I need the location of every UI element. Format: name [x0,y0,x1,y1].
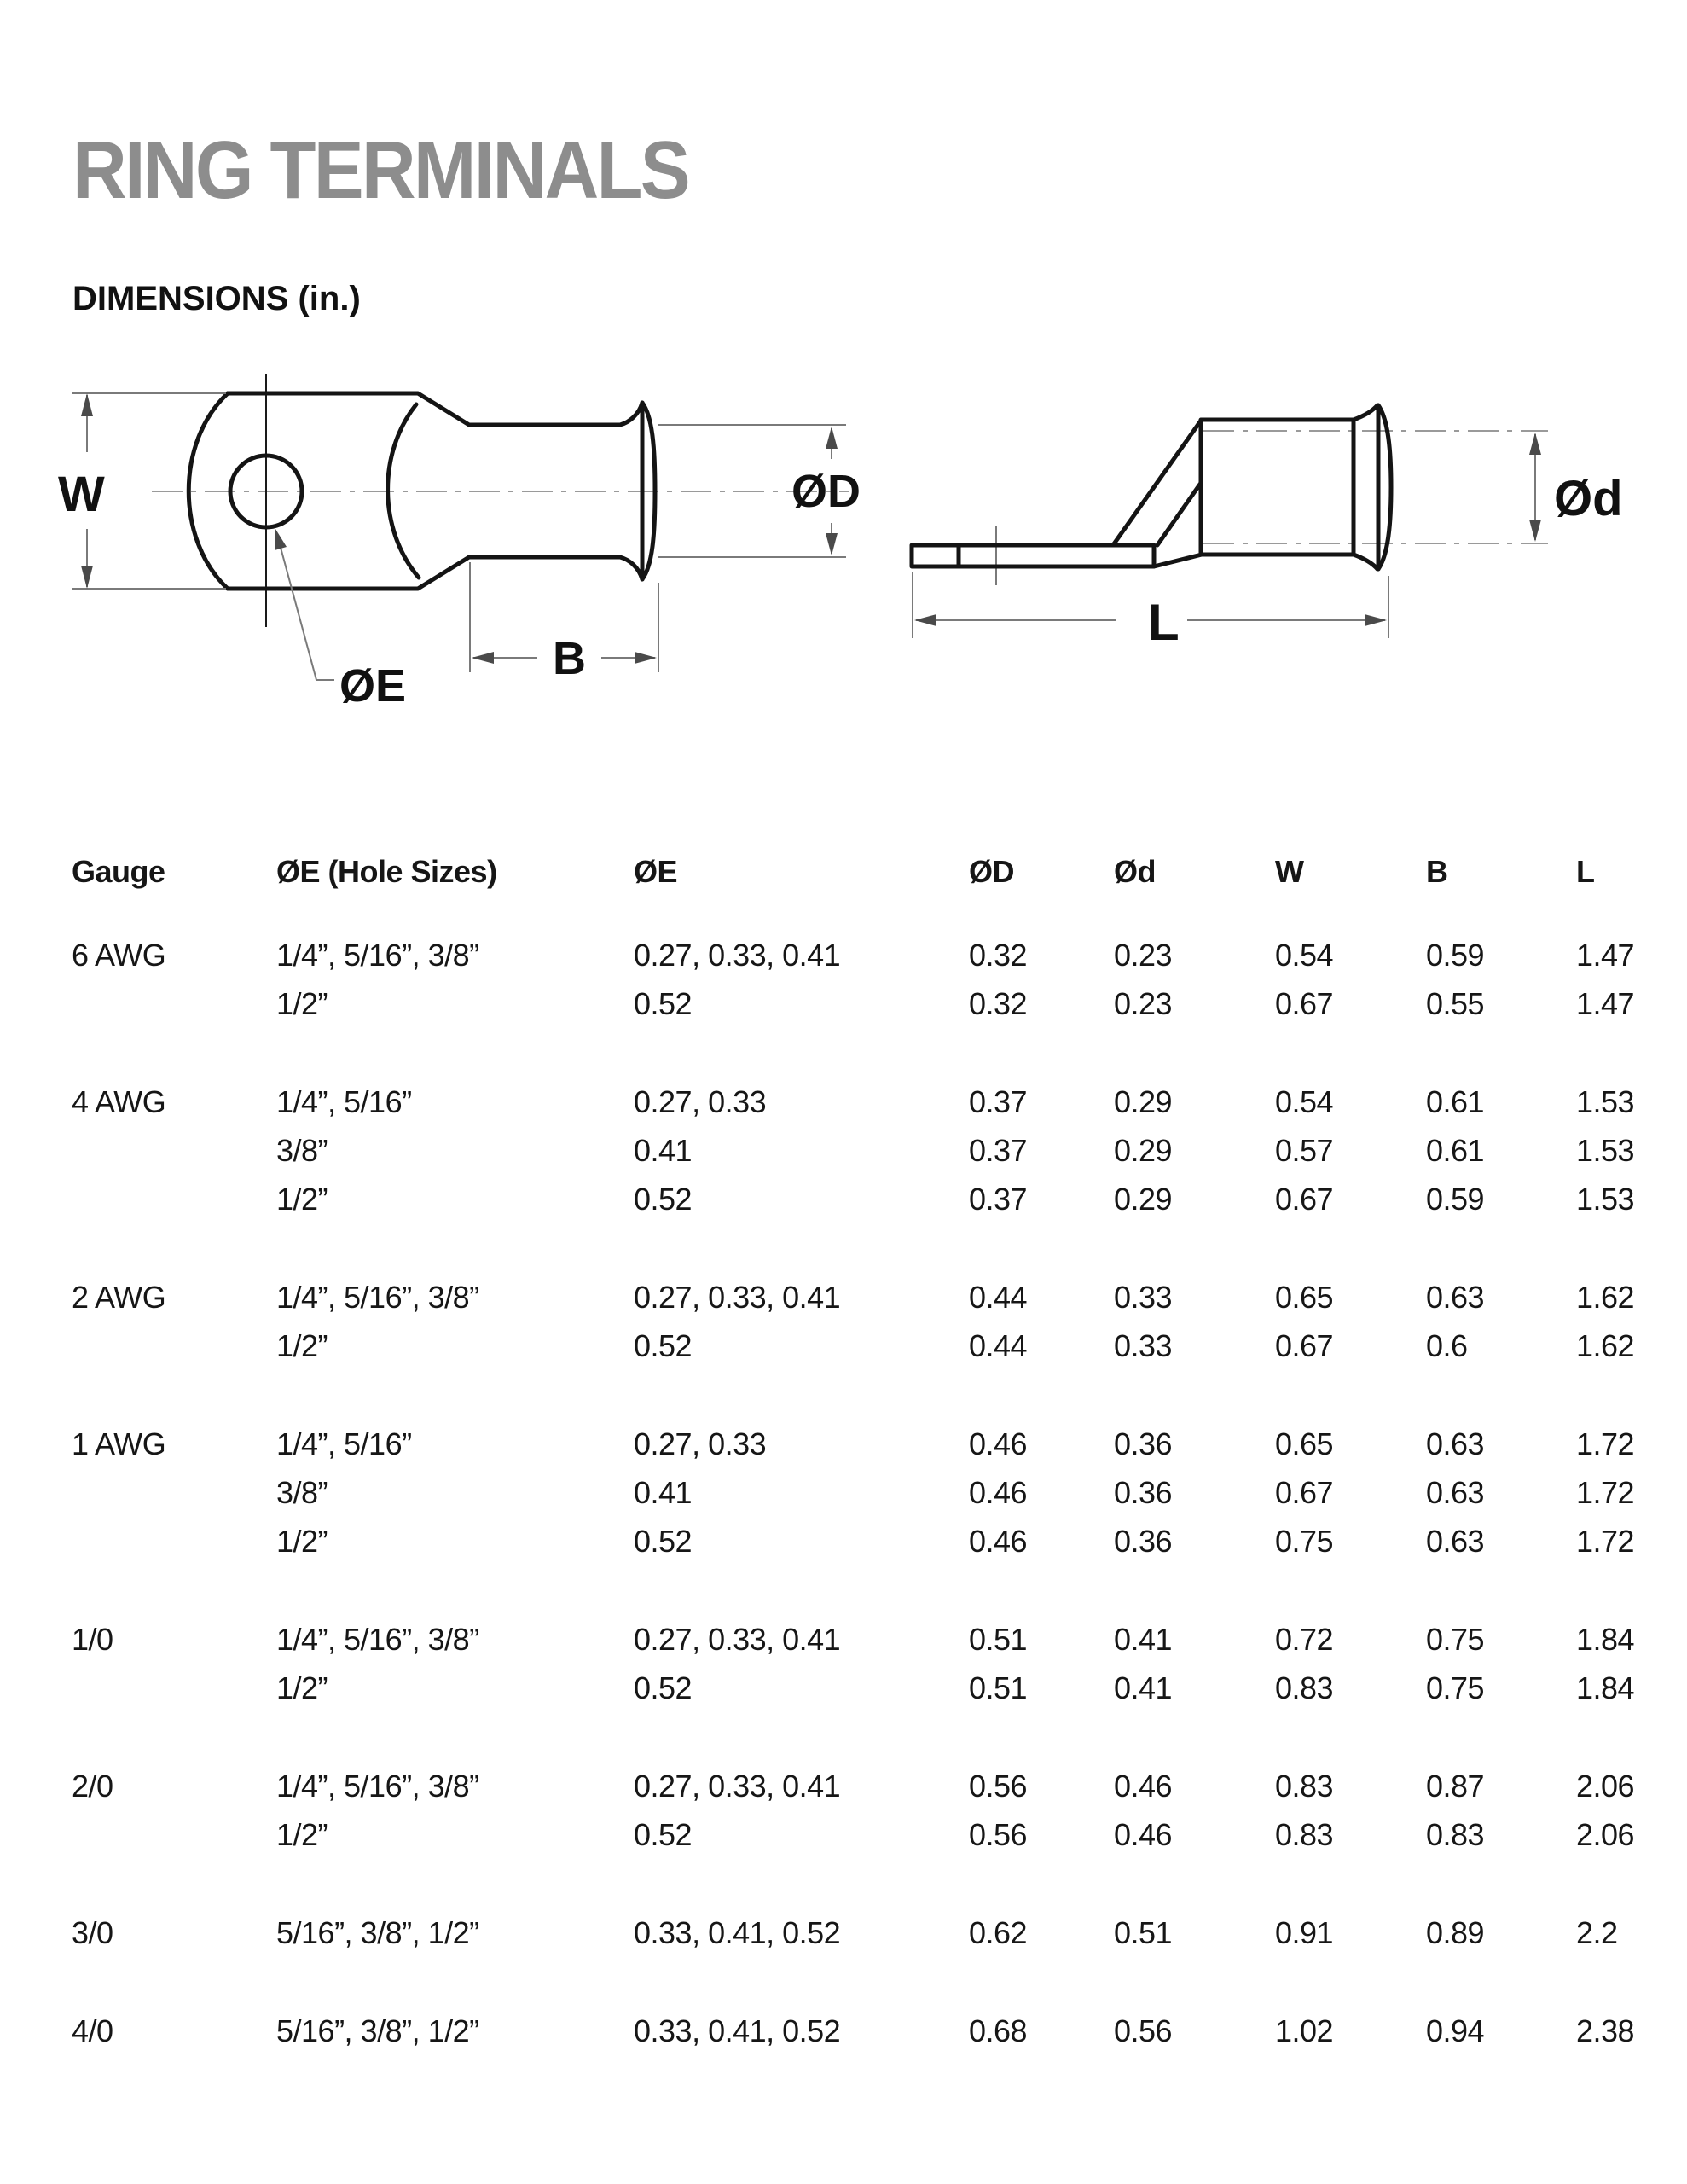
cell-oe: 0.52 [634,1328,693,1363]
cell-holes: 5/16”, 3/8”, 1/2” [276,1915,479,1950]
cell-oe: 0.27, 0.33, 0.41 [634,1769,841,1804]
cell-l: 2.06 [1576,1817,1635,1852]
cell-b: 0.6 [1426,1328,1468,1363]
table-row [72,1179,1667,1228]
cell-gauge: 2 AWG [72,1280,166,1315]
cell-d: 0.46 [1114,1769,1173,1804]
cell-d: 0.56 [1114,2013,1173,2048]
cell-w: 0.83 [1275,1670,1334,1705]
cell-b: 0.59 [1426,938,1485,973]
oe-label: ØE [339,660,407,712]
cell-holes: 1/2” [276,986,328,1021]
cell-holes: 1/2” [276,1182,328,1217]
cell-gauge: 4/0 [72,2013,113,2048]
cell-w: 0.67 [1275,986,1334,1021]
cell-od: 0.44 [969,1328,1028,1363]
cell-holes: 1/4”, 5/16”, 3/8” [276,938,479,973]
dimension-w [58,393,226,589]
cell-b: 0.75 [1426,1622,1485,1657]
cell-od: 0.68 [969,2013,1028,2048]
cell-b: 0.63 [1426,1426,1485,1461]
cell-w: 0.54 [1275,1084,1334,1119]
header-l: L [1576,854,1595,889]
cell-gauge: 2/0 [72,1769,113,1804]
cell-holes: 1/2” [276,1817,328,1852]
cell-w: 0.75 [1275,1524,1334,1559]
cell-oe: 0.52 [634,1817,693,1852]
cell-l: 1.62 [1576,1280,1635,1315]
cell-w: 0.65 [1275,1426,1334,1461]
cell-w: 0.67 [1275,1328,1334,1363]
cell-d: 0.41 [1114,1622,1173,1657]
cell-d: 0.29 [1114,1133,1173,1168]
cell-d: 0.36 [1114,1524,1173,1559]
header-w: W [1275,854,1304,889]
cell-oe: 0.27, 0.33, 0.41 [634,938,841,973]
cell-holes: 1/4”, 5/16” [276,1426,412,1461]
table-row [72,1424,1667,1472]
cell-l: 1.47 [1576,986,1635,1021]
cell-l: 1.84 [1576,1670,1635,1705]
tongue [912,545,1154,566]
cell-od: 0.56 [969,1769,1028,1804]
cell-oe: 0.27, 0.33 [634,1426,767,1461]
cell-gauge: 3/0 [72,1915,113,1950]
table-row [72,1619,1667,1668]
section-heading: DIMENSIONS (in.) [72,280,361,317]
cell-od: 0.51 [969,1622,1028,1657]
cell-w: 0.65 [1275,1280,1334,1315]
header-oe: ØE [634,854,678,889]
header-d: Ød [1114,854,1156,889]
cell-l: 1.72 [1576,1426,1635,1461]
cell-b: 0.89 [1426,1915,1485,1950]
cell-oe: 0.27, 0.33, 0.41 [634,1280,841,1315]
cell-oe: 0.41 [634,1475,693,1510]
cell-l: 1.47 [1576,938,1635,973]
cell-w: 0.57 [1275,1133,1334,1168]
ring-terminal-side-view-diagram [870,367,1655,648]
cell-l: 1.84 [1576,1622,1635,1657]
cell-holes: 1/2” [276,1670,328,1705]
cell-w: 0.83 [1275,1769,1334,1804]
barrel [1201,420,1354,555]
table-row [72,1277,1667,1326]
cell-od: 0.51 [969,1670,1028,1705]
cell-w: 0.67 [1275,1182,1334,1217]
cell-d: 0.36 [1114,1475,1173,1510]
l-label: L [1148,594,1180,648]
table-row [72,1668,1667,1716]
cell-od: 0.37 [969,1182,1028,1217]
cell-w: 0.72 [1275,1622,1334,1657]
cell-oe: 0.27, 0.33, 0.41 [634,1622,841,1657]
cell-w: 0.91 [1275,1915,1334,1950]
cell-gauge: 1 AWG [72,1426,166,1461]
w-label: W [58,467,105,522]
cell-d: 0.23 [1114,938,1173,973]
table-row [72,1082,1667,1130]
page-title: RING TERMINALS [72,125,688,216]
bore-centerlines [1203,431,1548,543]
cell-l: 1.62 [1576,1328,1635,1363]
cell-w: 0.83 [1275,1817,1334,1852]
cell-b: 0.83 [1426,1817,1485,1852]
cell-od: 0.32 [969,938,1028,973]
cell-b: 0.59 [1426,1182,1485,1217]
dimensions-table [72,851,1667,2059]
cell-holes: 1/4”, 5/16”, 3/8” [276,1280,479,1315]
cell-d: 0.46 [1114,1817,1173,1852]
cell-l: 1.53 [1576,1182,1635,1217]
cell-d: 0.51 [1114,1915,1173,1950]
cell-b: 0.63 [1426,1524,1485,1559]
cell-oe: 0.52 [634,1670,693,1705]
header-gauge: Gauge [72,854,165,889]
cell-od: 0.46 [969,1475,1028,1510]
cell-oe: 0.33, 0.41, 0.52 [634,1915,841,1950]
table-row [72,1130,1667,1179]
cell-holes: 3/8” [276,1133,328,1168]
cell-b: 0.63 [1426,1475,1485,1510]
cell-d: 0.33 [1114,1328,1173,1363]
cell-holes: 1/4”, 5/16”, 3/8” [276,1622,479,1657]
table-header-row [72,851,1667,900]
cell-b: 0.75 [1426,1670,1485,1705]
cell-od: 0.37 [969,1133,1028,1168]
cell-oe: 0.52 [634,1524,693,1559]
cell-holes: 1/2” [276,1328,328,1363]
cell-gauge: 6 AWG [72,938,166,973]
table-row [72,1913,1667,1961]
cell-b: 0.94 [1426,2013,1485,2048]
cell-oe: 0.27, 0.33 [634,1084,767,1119]
cell-od: 0.46 [969,1426,1028,1461]
cell-od: 0.62 [969,1915,1028,1950]
table-row [72,1326,1667,1374]
ring-terminal-top-view-diagram [51,367,870,725]
cell-d: 0.29 [1114,1182,1173,1217]
table-row [72,1815,1667,1863]
dimension-b [470,562,658,684]
cell-l: 2.06 [1576,1769,1635,1804]
cell-l: 2.38 [1576,2013,1635,2048]
d-label: Ød [1554,471,1623,526]
dimension-l [913,572,1388,648]
cell-holes: 5/16”, 3/8”, 1/2” [276,2013,479,2048]
cell-l: 1.53 [1576,1133,1635,1168]
od-label: ØD [791,466,861,517]
cell-d: 0.36 [1114,1426,1173,1461]
dimension-d [1529,433,1623,542]
cell-l: 2.2 [1576,1915,1618,1950]
cell-oe: 0.33, 0.41, 0.52 [634,2013,841,2048]
cell-d: 0.41 [1114,1670,1173,1705]
cell-holes: 1/4”, 5/16”, 3/8” [276,1769,479,1804]
terminal-side-outline [912,405,1391,569]
cell-oe: 0.52 [634,986,693,1021]
table-row [72,1521,1667,1570]
cell-l: 1.53 [1576,1084,1635,1119]
cell-od: 0.37 [969,1084,1028,1119]
cell-d: 0.33 [1114,1280,1173,1315]
cell-d: 0.29 [1114,1084,1173,1119]
table-row [72,935,1667,984]
cell-l: 1.72 [1576,1475,1635,1510]
table-row [72,2011,1667,2059]
header-hole-sizes: ØE (Hole Sizes) [276,854,497,889]
cell-b: 0.61 [1426,1084,1485,1119]
cell-od: 0.44 [969,1280,1028,1315]
cell-b: 0.61 [1426,1133,1485,1168]
header-od: ØD [969,854,1014,889]
cell-l: 1.72 [1576,1524,1635,1559]
cell-b: 0.55 [1426,986,1485,1021]
cell-w: 1.02 [1275,2013,1334,2048]
cell-holes: 3/8” [276,1475,328,1510]
cell-od: 0.32 [969,986,1028,1021]
header-b: B [1426,854,1448,889]
cell-od: 0.46 [969,1524,1028,1559]
table-row [72,984,1667,1032]
cell-od: 0.56 [969,1817,1028,1852]
cell-b: 0.63 [1426,1280,1485,1315]
cell-holes: 1/4”, 5/16” [276,1084,412,1119]
cell-oe: 0.52 [634,1182,693,1217]
cell-gauge: 1/0 [72,1622,113,1657]
cell-oe: 0.41 [634,1133,693,1168]
cell-w: 0.67 [1275,1475,1334,1510]
cell-holes: 1/2” [276,1524,328,1559]
cell-d: 0.23 [1114,986,1173,1021]
b-label: B [553,633,586,684]
table-row [72,1472,1667,1521]
cell-gauge: 4 AWG [72,1084,166,1119]
cell-w: 0.54 [1275,938,1334,973]
table-row [72,1766,1667,1815]
cell-b: 0.87 [1426,1769,1485,1804]
dimension-oe [275,529,406,712]
